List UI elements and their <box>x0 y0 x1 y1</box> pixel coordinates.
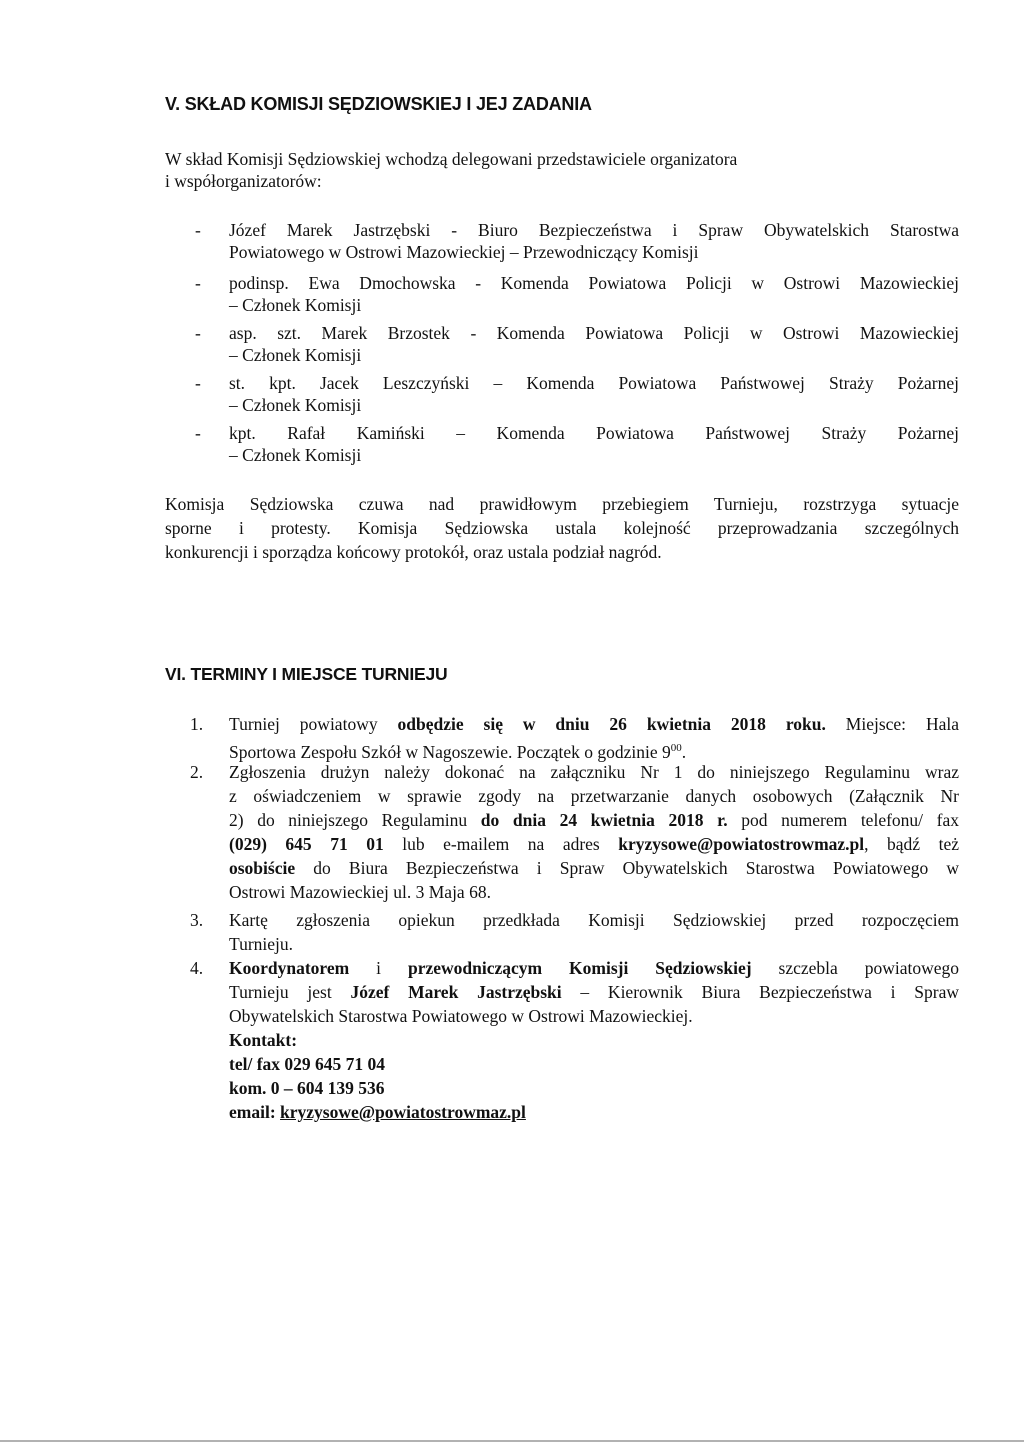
member-5-line-2: – Członek Komisji <box>229 445 362 465</box>
item-2-line-5 <box>229 857 959 879</box>
item-4-chair: przewodniczącym Komisji Sędziowskiej <box>407 958 752 978</box>
member-5-line-1: kpt. Rafał Kamiński – Komenda Powiatowa Państwowej Straży Pożarnej <box>229 423 959 443</box>
item-2-deadline: do dnia 24 kwietnia 2018 r. <box>480 810 728 830</box>
item-4-text: – Kierownik Biura Bezpieczeństwa i Spraw <box>561 982 959 1002</box>
item-2-line-1: Zgłoszenia drużyn należy dokonać na załączniku Nr 1 do niniejszego Regulaminu wraz <box>229 762 959 782</box>
item-2-phone: (029) 645 71 01 <box>229 834 384 854</box>
contact-mobile: kom. 0 – 604 139 536 <box>229 1078 385 1098</box>
member-4-line-1: st. kpt. Jacek Leszczyński – Komenda Powiatowa Państwowej Straży Pożarnej <box>229 373 959 393</box>
item-4-line-3: Obywatelskich Starostwa Powiatowego w Ostrowi Mazowieckiej. <box>229 1006 693 1026</box>
contact-email-link[interactable]: kryzysowe@powiatostrowmaz.pl <box>280 1102 526 1122</box>
item-4-text: i <box>349 958 408 978</box>
bullet-dash: - <box>195 373 201 393</box>
contact-label: Kontakt: <box>229 1030 298 1050</box>
item-1-line-2 <box>229 737 686 763</box>
item-2-line-3 <box>229 809 959 831</box>
item-1-place-label: Miejsce: Hala <box>825 714 959 734</box>
item-1-venue: Sportowa Zespołu Szkół w Nagoszewie. Początek o godzinie 9 <box>229 741 671 762</box>
item-4-line-2 <box>229 981 959 1003</box>
item-1-time-superscript: 00 <box>670 742 682 754</box>
item-2-text: lub e-mailem na adres <box>383 834 619 854</box>
item-number: 3. <box>190 910 204 930</box>
member-3-line-1: asp. szt. Marek Brzostek - Komenda Powiatowa Policji w Ostrowi Mazowieckiej <box>229 323 959 343</box>
item-2-line-4 <box>229 833 959 855</box>
intro-line-2: i współorganizatorów: <box>165 171 322 191</box>
section-6-heading: VI. TERMINY I MIEJSCE TURNIEJU <box>165 664 448 684</box>
duties-paragraph-line-3: konkurencji i sporządza końcowy protokół, oraz ustala podział nagród. <box>165 542 662 562</box>
item-2-line-6: Ostrowi Mazowieckiej ul. 3 Maja 68. <box>229 882 491 902</box>
item-3-line-2: Turnieju. <box>229 934 294 954</box>
contact-email-line <box>229 1101 526 1123</box>
bullet-dash: - <box>195 323 201 343</box>
item-number: 2. <box>190 762 204 782</box>
member-3-line-2: – Członek Komisji <box>229 345 362 365</box>
bullet-dash: - <box>195 423 201 443</box>
item-4-line-1 <box>229 957 959 979</box>
item-1-line-1 <box>229 713 959 735</box>
item-2-email[interactable]: kryzysowe@powiatostrowmaz.pl <box>618 834 865 854</box>
item-1-text: Turniej powiatowy <box>229 714 398 734</box>
item-2-text: , bądź też <box>864 834 960 854</box>
contact-email-label: email: <box>229 1102 281 1122</box>
item-1-period: . <box>681 741 687 762</box>
item-4-person: Józef Marek Jastrzębski <box>350 982 562 1002</box>
item-2-text: 2) do niniejszego Regulaminu <box>229 810 481 830</box>
bullet-dash: - <box>195 220 201 240</box>
item-2-text: do Biura Bezpieczeństwa i Spraw Obywatelskich Starostwa Powiatowego w <box>295 858 959 878</box>
item-4-coordinator: Koordynatorem <box>229 958 350 978</box>
scan-edge-line <box>0 1440 1024 1442</box>
item-4-text: Turnieju jest <box>229 982 351 1002</box>
bullet-dash: - <box>195 273 201 293</box>
item-number: 1. <box>190 714 204 734</box>
item-2-line-2: z oświadczeniem w sprawie zgody na przetwarzanie danych osobowych (Załącznik Nr <box>229 786 959 806</box>
contact-tel-fax: tel/ fax 029 645 71 04 <box>229 1054 386 1074</box>
duties-paragraph-line-1: Komisja Sędziowska czuwa nad prawidłowym przebiegiem Turnieju, rozstrzyga sytuacje <box>165 494 959 514</box>
member-1-line-1: Józef Marek Jastrzębski - Biuro Bezpieczeństwa i Spraw Obywatelskich Starostwa <box>229 220 959 240</box>
duties-paragraph-line-2: sporne i protesty. Komisja Sędziowska ustala kolejność przeprowadzania szczególnych <box>165 518 959 538</box>
intro-line-1: W skład Komisji Sędziowskiej wchodzą delegowani przedstawiciele organizatora <box>165 149 738 169</box>
item-1-date: odbędzie się w dniu 26 kwietnia 2018 roku. <box>397 714 826 734</box>
item-number: 4. <box>190 958 204 978</box>
section-5-heading: V. SKŁAD KOMISJI SĘDZIOWSKIEJ I JEJ ZADANIA <box>165 94 592 114</box>
member-2-line-2: – Członek Komisji <box>229 295 362 315</box>
item-4-text: szczebla powiatowego <box>751 958 959 978</box>
member-4-line-2: – Członek Komisji <box>229 395 362 415</box>
item-3-line-1: Kartę zgłoszenia opiekun przedkłada Komisji Sędziowskiej przed rozpoczęciem <box>229 910 959 930</box>
member-1-line-2: Powiatowego w Ostrowi Mazowieckiej – Przewodniczący Komisji <box>229 242 699 262</box>
item-2-text: pod numerem telefonu/ fax <box>727 810 959 830</box>
member-2-line-1: podinsp. Ewa Dmochowska - Komenda Powiatowa Policji w Ostrowi Mazowieckiej <box>229 273 959 293</box>
item-2-in-person: osobiście <box>229 858 296 878</box>
